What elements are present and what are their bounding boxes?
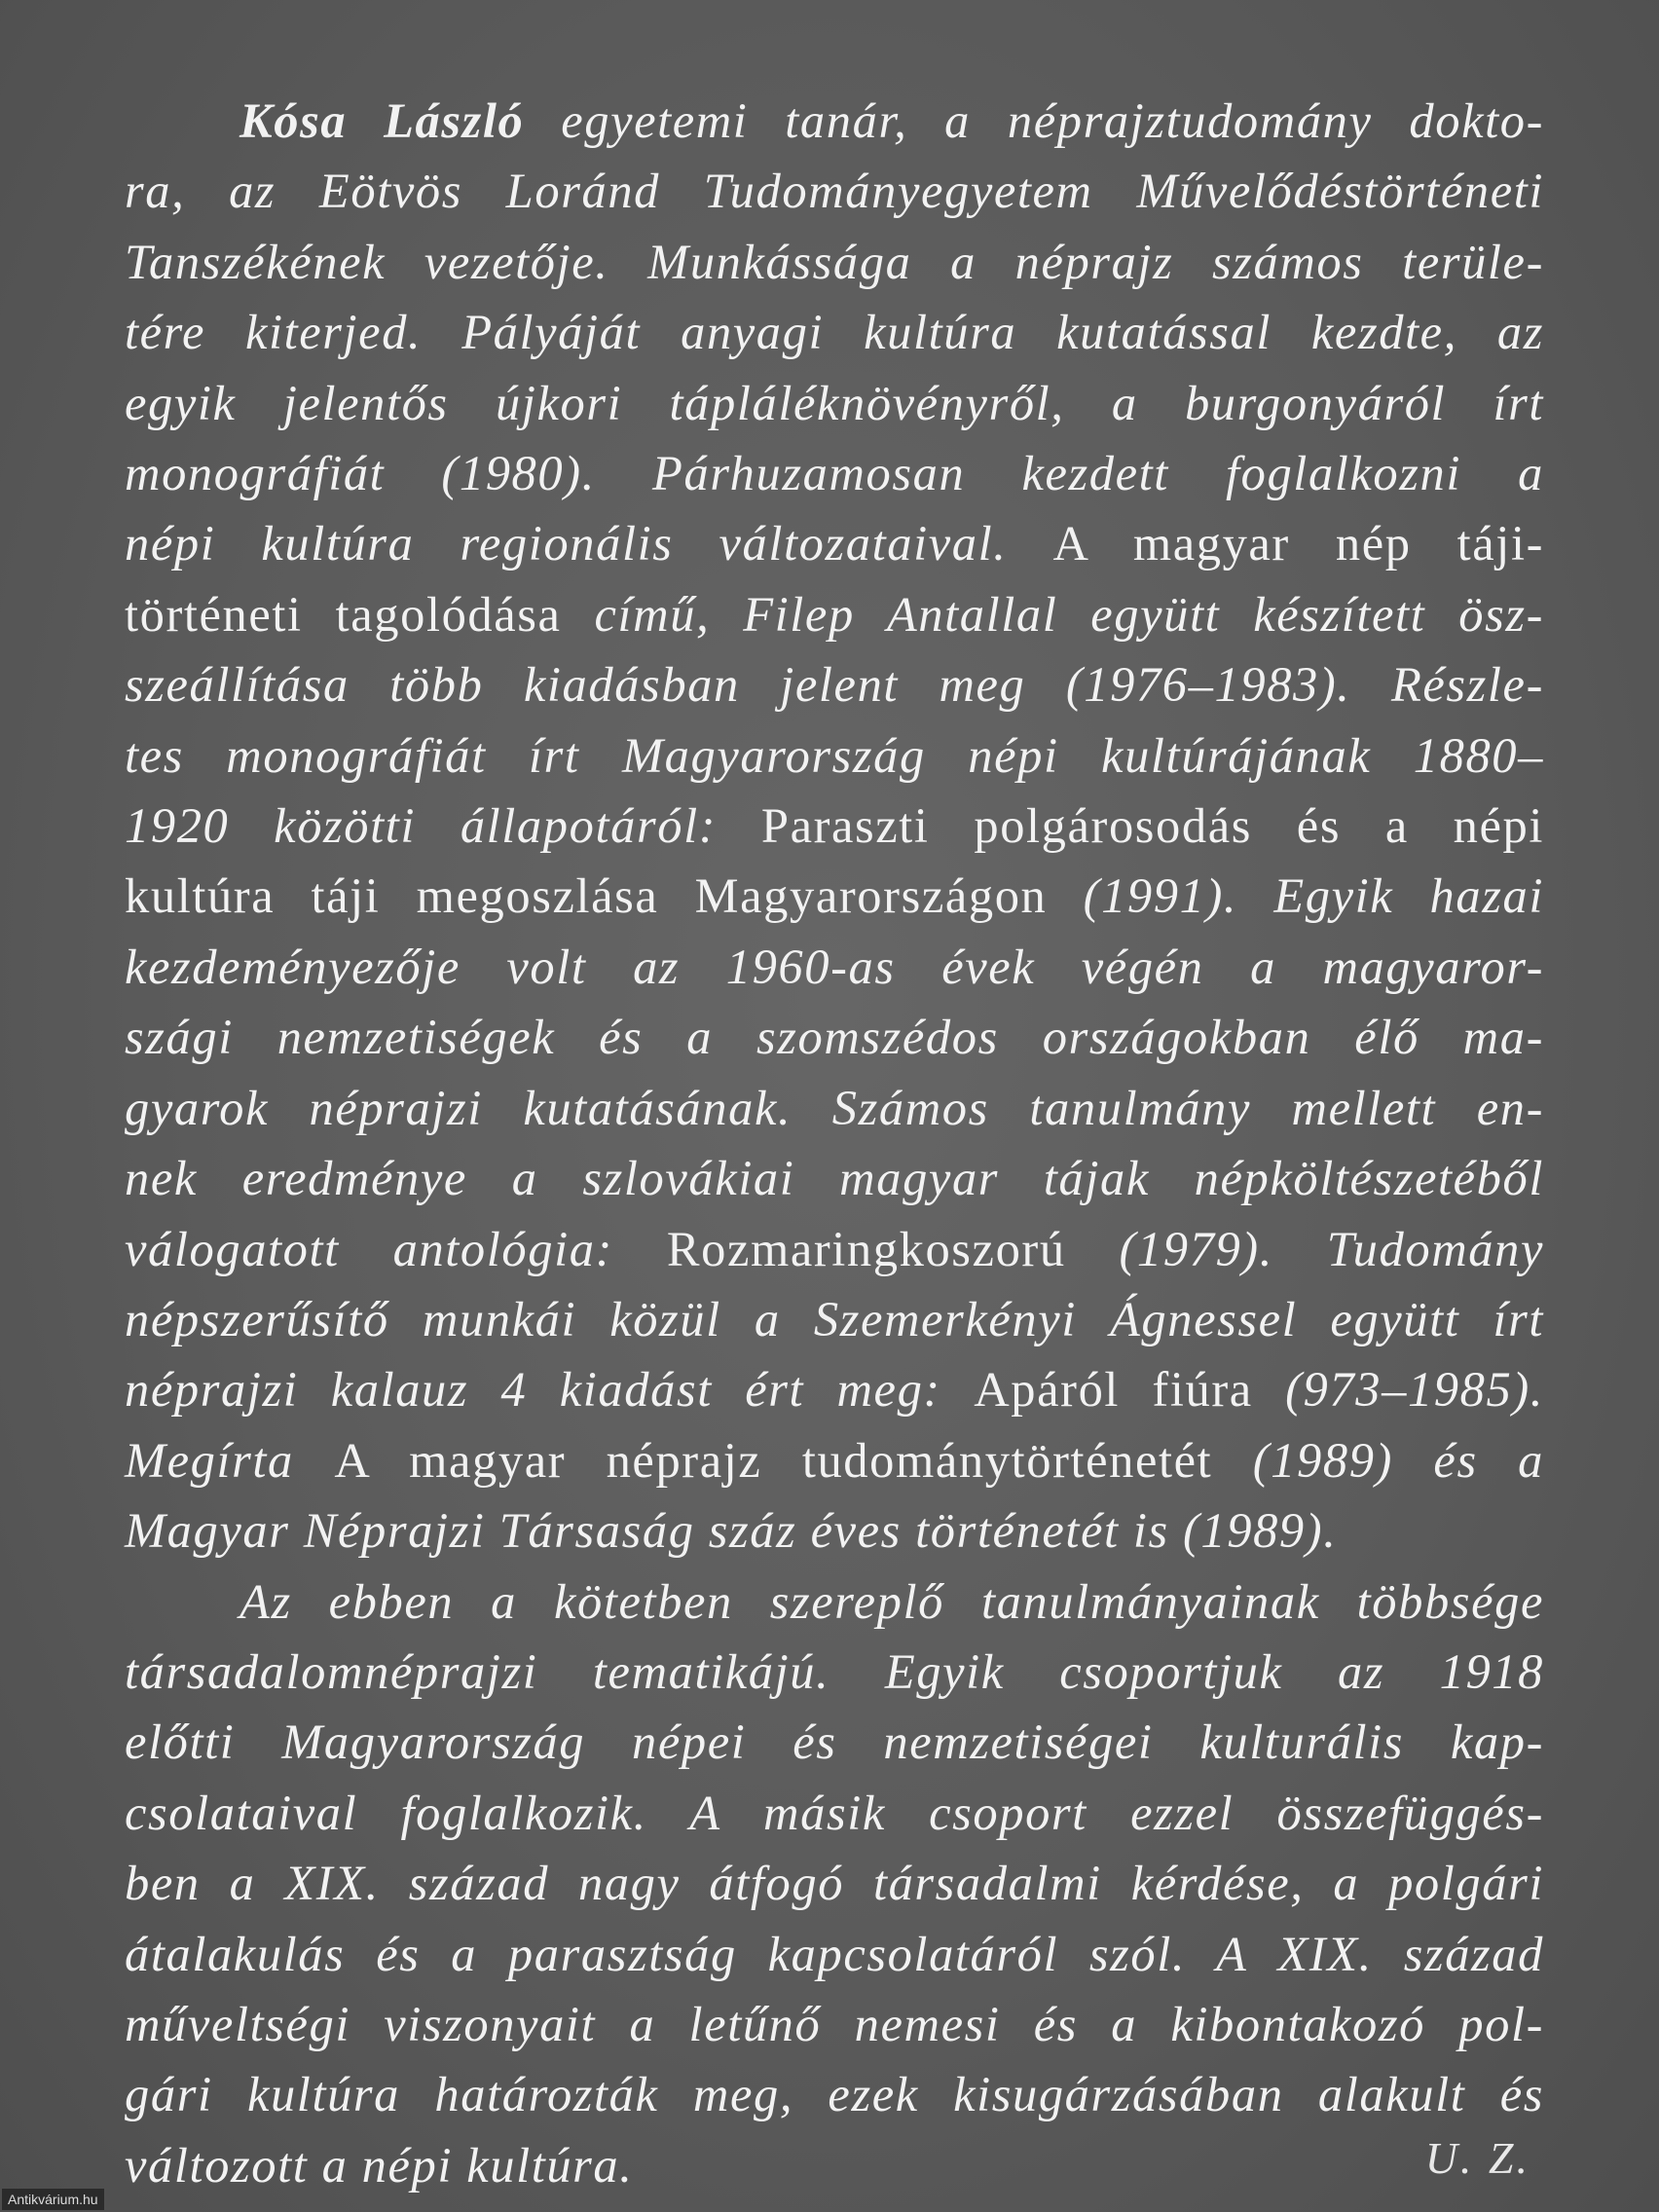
text-line: szeállítása több kiadásban jelent meg (1976–1983). Részle-: [125, 657, 1544, 713]
watermark-label: Antikvárium.hu: [2, 2189, 104, 2210]
text-line: 1920 közötti állapotáról: Paraszti polgárosodás és a népi: [125, 798, 1544, 854]
text-line: monográfiát (1980). Párhuzamosan kezdett foglalkozni a: [125, 446, 1544, 501]
text-line: gyarok néprajzi kutatásának. Számos tanulmány mellett en-: [125, 1080, 1544, 1135]
text-line: Magyar Néprajzi Társaság száz éves történetét is (1989).: [125, 1503, 1338, 1559]
text-line: kezdeményezője volt az 1960-as évek végén a magyaror-: [125, 939, 1544, 994]
text-line: tes monográfiát írt Magyarország népi kultúrájának 1880–: [125, 727, 1544, 783]
book-title: kultúra táji megoszlása Magyarországon: [125, 868, 1048, 924]
text-line: Az ebben a kötetben szereplő tanulmányainak többsége: [240, 1573, 1544, 1629]
text-line: szági nemzetiségek és a szomszédos országokban élő ma-: [125, 1010, 1544, 1065]
book-title: Rozmaringkoszorú: [666, 1221, 1066, 1276]
text-line: egyik jelentős újkori tápláléknövényről, a burgonyáról írt: [125, 375, 1544, 430]
text-line: előtti Magyarország népei és nemzetiségei kulturális kap-: [125, 1714, 1544, 1770]
text-line: nek eredménye a szlovákiai magyar tájak népköltészetéből: [125, 1151, 1544, 1206]
book-title: A magyar néprajz tudománytörténetét: [334, 1432, 1213, 1488]
author-name: Kósa László: [240, 93, 525, 148]
text-line: változott a népi kultúra.: [125, 2137, 634, 2193]
text-line: gári kultúra határozták meg, ezek kisugárzásában alakult és: [125, 2067, 1544, 2122]
text-line: válogatott antológia: Rozmaringkoszorú (1979). Tudomány: [125, 1221, 1544, 1276]
text-line: tére kiterjed. Pályáját anyagi kultúra kutatással kezdte, az: [125, 305, 1544, 360]
text-line: műveltségi viszonyait a letűnő nemesi és a kibontakozó pol-: [125, 1996, 1544, 2051]
back-cover-text: [125, 86, 1544, 2200]
text-line: népi kultúra regionális változataival. A magyar nép táji-: [125, 516, 1544, 571]
text-line: Tanszékének vezetője. Munkássága a néprajz számos terüle-: [125, 234, 1544, 289]
book-title: A magyar nép táji-: [1052, 516, 1544, 571]
text-line: ra, az Eötvös Loránd Tudományegyetem Művelődéstörténeti: [125, 164, 1544, 219]
text-line: történeti tagolódása című, Filep Antallal együtt készített ösz-: [125, 586, 1544, 642]
text-line: társadalomnéprajzi tematikájú. Egyik csoportjuk az 1918: [125, 1643, 1544, 1699]
text-line: néprajzi kalauz 4 kiadást ért meg: Apáról fiúra (973–1985).: [125, 1362, 1544, 1418]
paragraph-volume-summary: [125, 1567, 1544, 2201]
text-line: ben a XIX. század nagy átfogó társadalmi kérdése, a polgári: [125, 1856, 1544, 1911]
text-line: kultúra táji megoszlása Magyarországon (1991). Egyik hazai: [125, 868, 1544, 924]
text-line: Kósa László egyetemi tanár, a néprajztudomány dokto-: [240, 93, 1544, 148]
text-line: csolataival foglalkozik. A másik csoport ezzel összefüggés-: [125, 1785, 1544, 1840]
book-title: történeti tagolódása: [125, 586, 562, 642]
text-line: népszerűsítő munkái közül a Szemerkényi Ágnessel együtt írt: [125, 1291, 1544, 1346]
book-title: Apáról fiúra: [974, 1362, 1253, 1418]
book-title: Paraszti polgárosodás és a népi: [760, 798, 1544, 854]
text-line: átalakulás és a parasztság kapcsolatáról szól. A XIX. század: [125, 1926, 1544, 1981]
text-line: Megírta A magyar néprajz tudománytörténetét (1989) és a: [125, 1432, 1544, 1488]
signature-initials: U. Z.: [1424, 2133, 1530, 2183]
paragraph-author-bio: [125, 86, 1544, 1567]
